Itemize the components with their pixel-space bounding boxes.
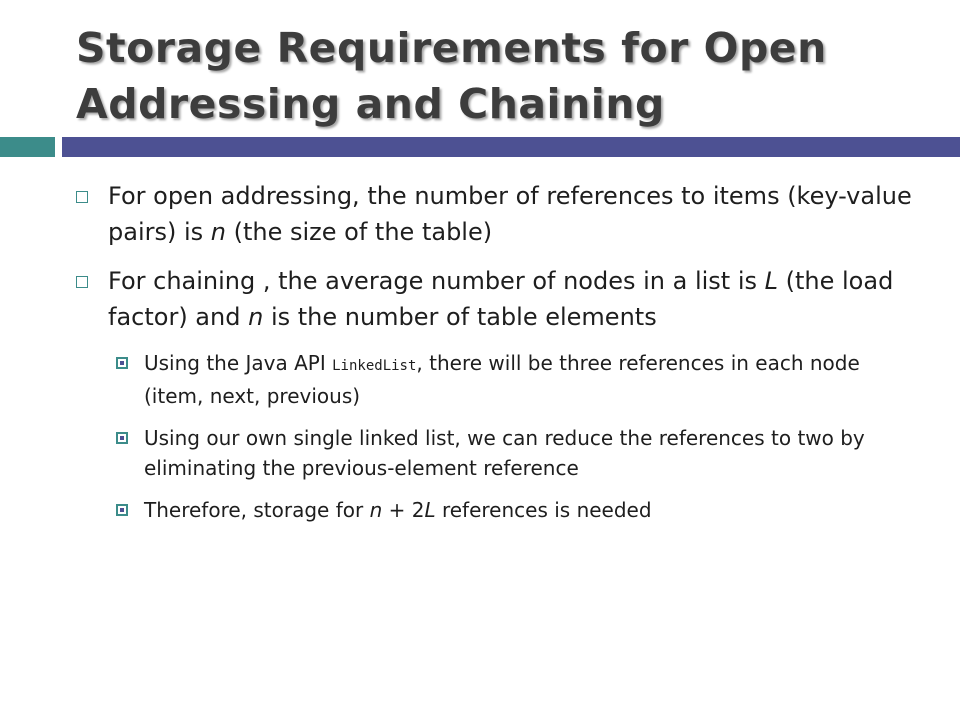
filled-square-bullet-icon [116, 357, 128, 369]
bullet-open-addressing: For open addressing, the number of references to items (key-value pairs) is n (the size of the table) [108, 178, 920, 250]
hollow-square-bullet-icon [76, 191, 88, 203]
bullet-chaining: For chaining , the average number of nodes in a list is L (the load factor) and n is the number of table elements [108, 263, 920, 335]
filled-square-bullet-icon [116, 504, 128, 516]
code-linkedlist: LinkedList [332, 358, 417, 374]
sub-bullet-java-api: Using the Java API LinkedList, there will be three references in each node (item, next, previous) [144, 348, 900, 411]
title-accent-bar-teal [0, 137, 55, 157]
sub-bullet-single-linked-list: Using our own single linked list, we can reduce the references to two by eliminating the previous-element reference [144, 423, 900, 483]
hollow-square-bullet-icon [76, 276, 88, 288]
slide-body [0, 178, 960, 537]
title-accent-bar-purple [62, 137, 960, 157]
filled-square-bullet-icon [116, 432, 128, 444]
slide-title: Storage Requirements for Open Addressing and Chaining [76, 24, 827, 128]
sub-bullet-storage-total: Therefore, storage for n + 2L references is needed [144, 495, 900, 525]
